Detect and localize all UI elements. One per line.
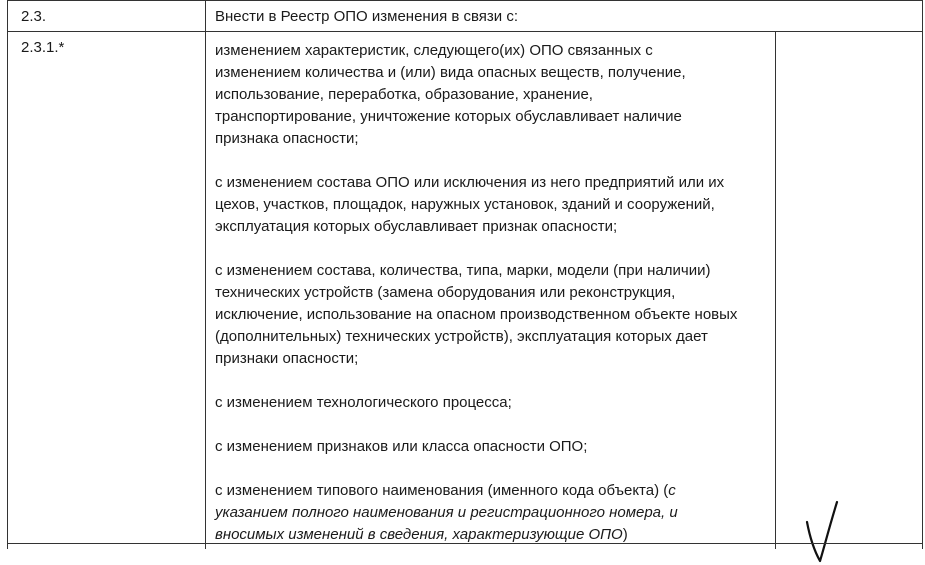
table-bottom-border (7, 543, 923, 544)
paragraph: с изменением технологического процесса; (215, 394, 512, 411)
paragraph: изменением характеристик, следующего(их) ОПО связанных с изменением количества и (или) вида опасных веществ, получение, использование, переработка, образование, хранение, транспортирование, уничтожение которых обуславливает наличие признака опасности; (215, 42, 686, 147)
item-text (205, 32, 775, 549)
document-table (7, 0, 923, 549)
item-number: 2.3.1.* (7, 32, 205, 549)
table-row-2-3-1 (7, 32, 923, 549)
section-heading: Внести в Реестр ОПО изменения в связи с: (205, 1, 922, 31)
check-mark-icon (804, 500, 844, 565)
paragraph-close: ) (622, 526, 628, 543)
paragraph-last (215, 480, 775, 546)
paragraph: с изменением состава ОПО или исключения из него предприятий или их цехов, участков, площадок, наружных установок, зданий и сооружений, эксплуатация которых обуславливает признак опасности; (215, 174, 725, 235)
paragraph: с изменением состава, количества, типа, марки, модели (при наличии) технических устройств (замена оборудования или реконструкция, исключение, использование на опасном производственном объекте новых (дополнительных) технических устройств), эксплуатация которых дает признаки опасности; (215, 262, 738, 367)
paragraph: с изменением признаков или класса опасности ОПО; (215, 438, 588, 455)
item-number: 2.3. (7, 1, 205, 31)
table-row-2-3 (7, 0, 923, 32)
paragraph-text: с изменением типового наименования (именного кода объекта) ( (215, 482, 669, 499)
mark-cell (775, 32, 922, 549)
paragraph-italic-note: с указанием полного наименования и регистрационного номера, и вносимых изменений в сведения, характеризующие ОПО (215, 482, 678, 543)
